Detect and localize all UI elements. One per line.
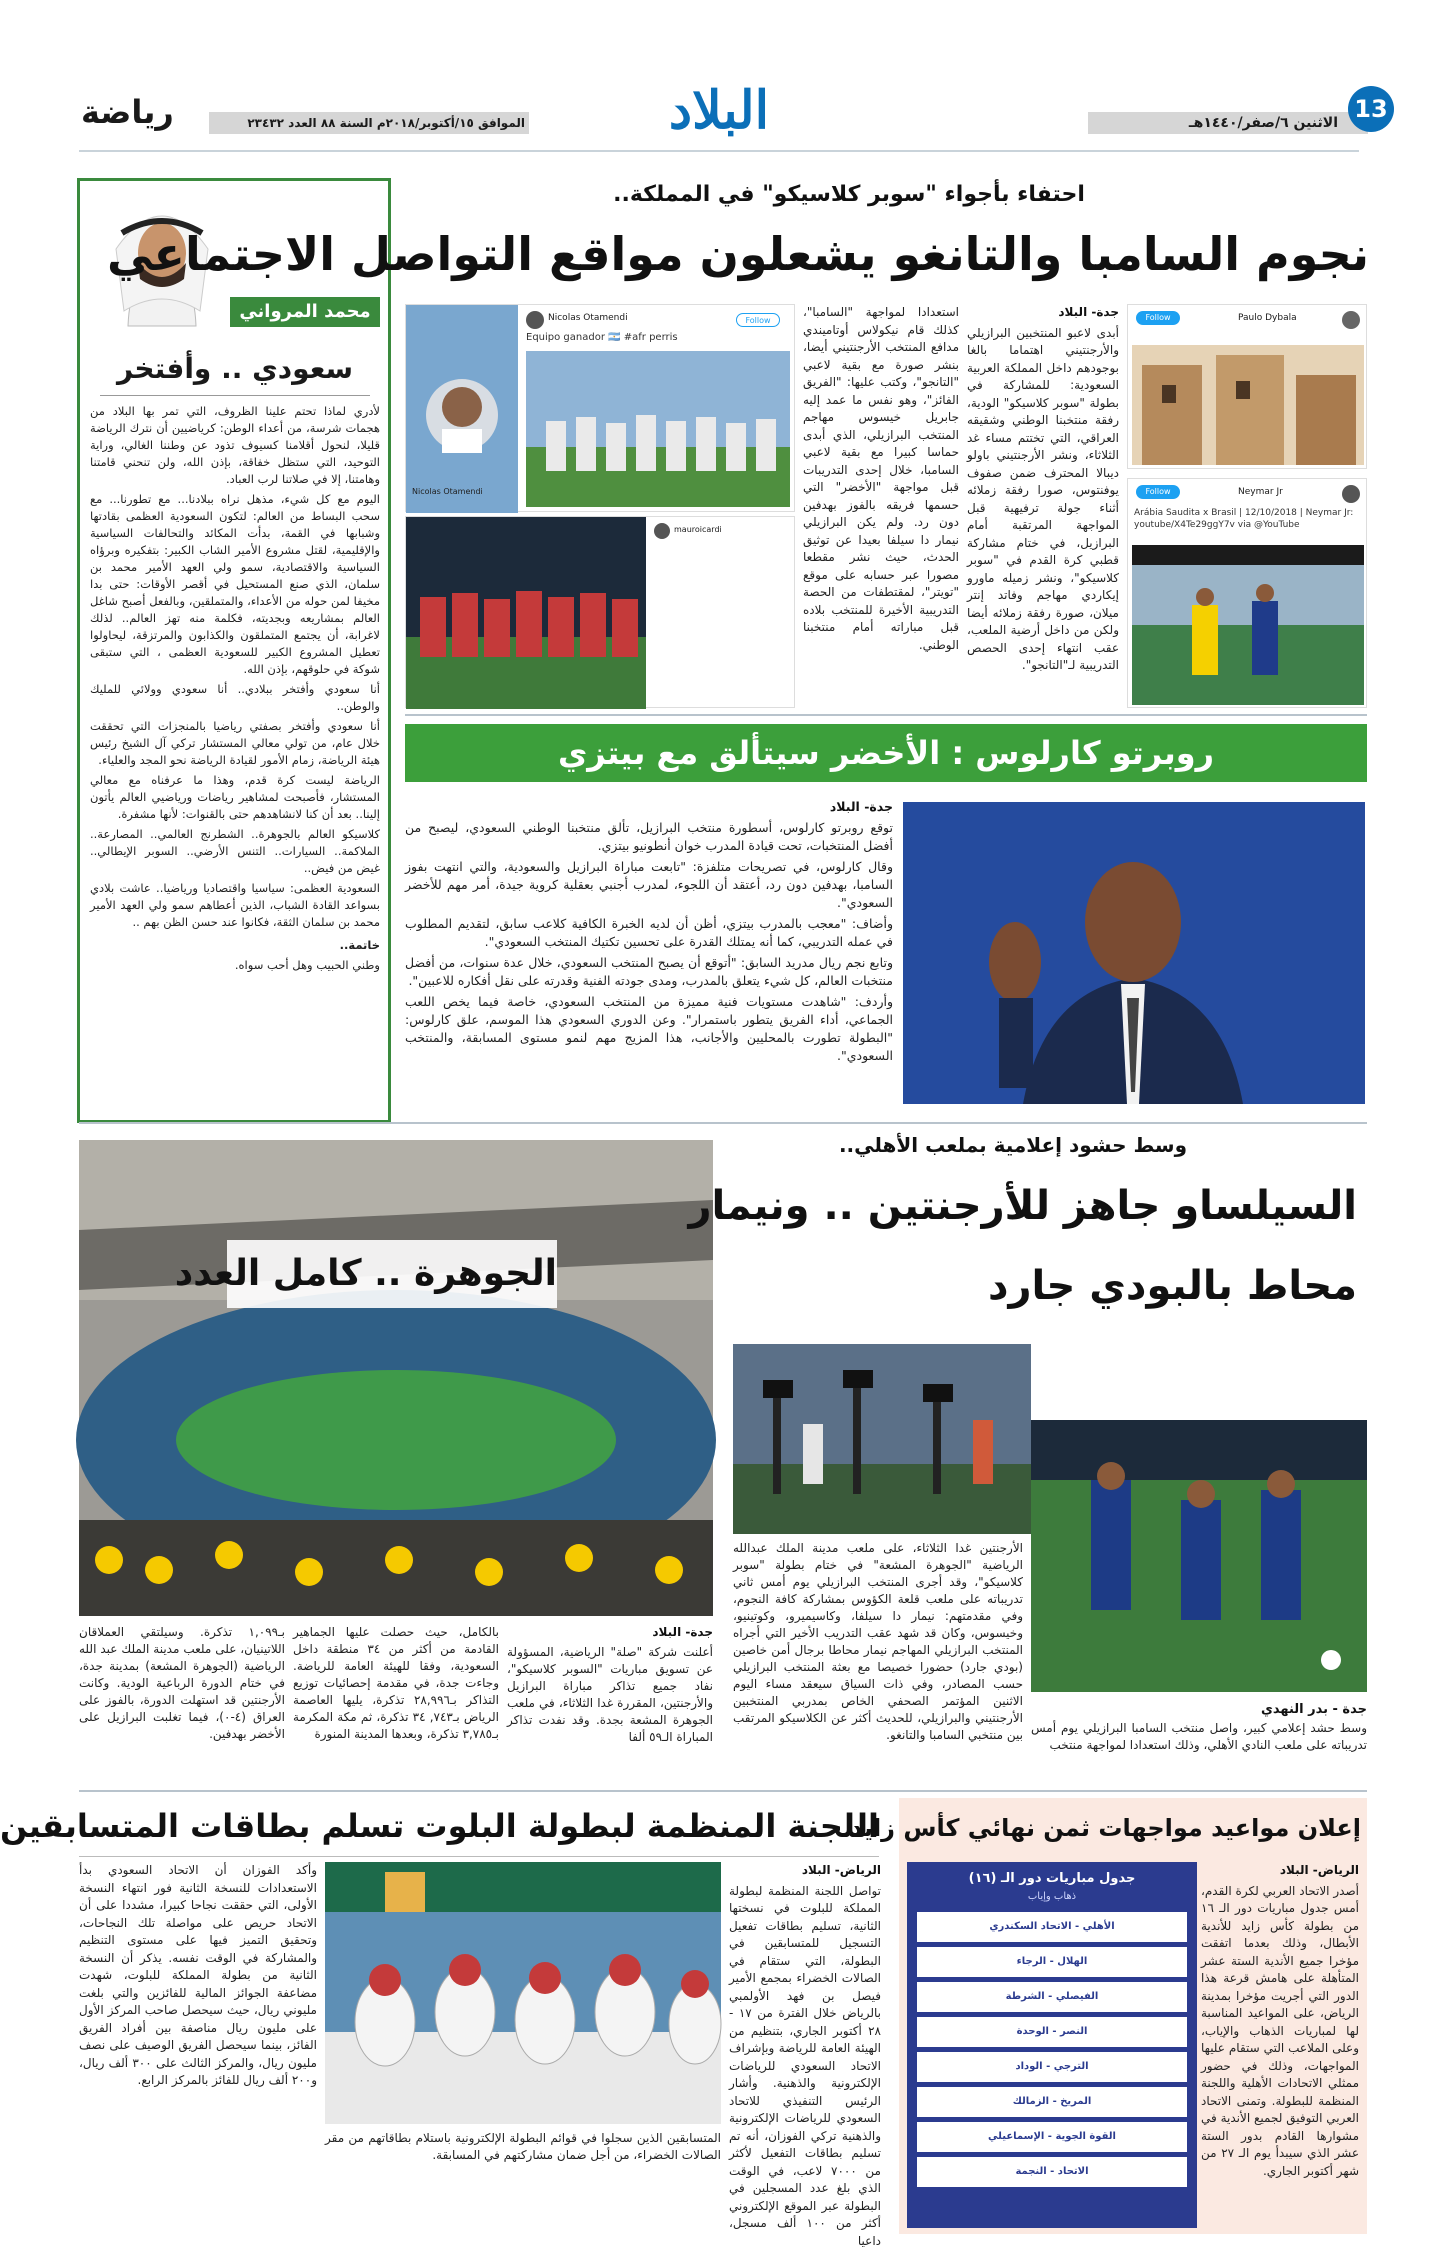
masthead-rule bbox=[79, 150, 1359, 152]
tweet-photo-team bbox=[526, 351, 790, 507]
page-number: 13 bbox=[1348, 86, 1394, 132]
follow-button[interactable]: Follow bbox=[736, 313, 780, 327]
section-label: رياضة bbox=[81, 93, 174, 131]
mid-rule bbox=[79, 1122, 1367, 1124]
story2-para-5: وأردف: "شاهدت مستويات فنية مميزة من المنتخب السعودي، خاصة فيما يخص اللعب الجماعي، أداء الفريق يتطور باستمرار". وعن الدوري السعودي هذا الموسم، علق كارلوس: "البطولة تطورت بالمحليين والأجانب، هذا المزيج مهم لنمو مستوى المسابقة، والمنتخب السعودي". bbox=[405, 994, 893, 1063]
column-closing-text: وطني الحبيب وهل أحب سواه. bbox=[234, 958, 380, 972]
story5-col-2 bbox=[79, 1862, 317, 2232]
schedule-subtitle: ذهاب وإياب bbox=[1027, 1891, 1077, 1902]
tweet-user: Paulo Dybala bbox=[1238, 313, 1297, 323]
media-crowd-photo bbox=[733, 1344, 1031, 1534]
column-para-5: الرياضة ليست كرة قدم، وهذا ما عرفناه مع معالي المستشار، فأصبحت لمشاهير رياضات ورياضيي العالم يأتون إلينا.. بعد أن كنا لانشاهدهم حتى بالقنوات: لأنها مشفرة. bbox=[90, 773, 380, 821]
story5-headline: اللجنة المنظمة لبطولة البلوت تسلم بطاقات المتسابقين bbox=[0, 1807, 879, 1845]
story5-headline-rule bbox=[79, 1856, 879, 1857]
story5-caption: المتسابقين الذين سجلوا في قوائم البطولة الإلكترونية باستلام بطاقاتهم من مقر الصالات الخضراء، من أجل ضمان مشاركتهم في المسابقة. bbox=[325, 2131, 721, 2162]
tweet-avatar bbox=[1342, 485, 1360, 503]
story1-bottom-rule bbox=[405, 714, 1367, 716]
story4-col-3 bbox=[79, 1624, 285, 1794]
tweet-user: mauroicardi bbox=[674, 525, 722, 534]
story3-headline-line1: السيلساو جاهز للأرجنتين .. ونيمار bbox=[688, 1183, 1357, 1229]
schedule-row: القوة الجوية - الإسماعيلي bbox=[917, 2122, 1187, 2152]
tweet-card-dybala bbox=[1127, 304, 1367, 469]
column-title: سعودي .. وأفتخر bbox=[116, 352, 354, 385]
story2-para-3: وأضاف: "معجب بالمدرب بيتزي، أظن أن لديه الخبرة الكافية كلاعب سابق، لتقديم المطلوب في عمله التدريبي، كما أنه يمتلك القدرة على تحسين تكتيك المنتخب السعودي". bbox=[405, 916, 893, 949]
tweet-card-icardi bbox=[405, 516, 795, 708]
story6-headline: إعلان مواعيد مواجهات ثمن نهائي كأس زايد bbox=[850, 1814, 1361, 1842]
story4-col-2 bbox=[293, 1624, 499, 1794]
story2-body bbox=[405, 798, 893, 1104]
logo-text: البلاد bbox=[668, 80, 770, 141]
story3-headline-line2: محاط بالبودي جارد bbox=[987, 1263, 1357, 1309]
tweet-avatar bbox=[526, 311, 544, 329]
story3-lead: وسط حشد إعلامي كبير، واصل منتخب السامبا البرازيلي يوم أمس تدريباته على ملعب النادي الأهلي، وذلك استعدادا لمواجهة منتخب bbox=[1031, 1721, 1367, 1752]
story1-text-left: استعدادا لمواجهة "السامبا"، كذلك قام نيكولاس أوتاميندي مدافع المنتخب الأرجنتيني أيضا، بنشر صورة مع بقية لاعبي "التانجو"، وكتب عليها: "الفريق الفائز"، وهو نفس ما عمد إليه جابريل خيسوس مهاجم المنتخب البرازيلي، الذي أبدى حماسا كبيرا مع بقية لاعبي السامبا، خلال إحدى التدريبات قبل مواجهة "الأخضر" التي حسمها فريقه بالفوز بهدفين دون رد. ولم يكن البرازيلي نيمار دا سيلفا بعيدا عن توثيق الحدث، حيث نشر مقطعا مصورا عبر حسابه على موقع "تويتر"، لمقتطفات من الحصة التدريبية الأخيرة للمنتخب بلاده قبل مباراته أمام منتخبنا الوطني. bbox=[803, 305, 959, 652]
story3-headline-box bbox=[688, 1166, 1367, 1344]
masthead bbox=[9, 0, 1430, 175]
story3-dateline: جدة - بدر النهدي bbox=[1260, 1702, 1367, 1717]
schedule-row: المريخ - الزمالك bbox=[917, 2087, 1187, 2117]
column-para-2: اليوم مع كل شيء، مذهل نراه ببلادنا... مع تطورنا... مع سحب البساط من العالم: لتكون السعودية العظمى بقادتها وشبابها في القمة، بدأت المكائد والتحالفات السياسية والإقليمية، لقتل مشروع الأمير الشاب الكبير: بتفكيره وبرؤاه السياسية والاقتصادية، سمو ولي العهد الأمير محمد بن سلمان، الذي صنع المستحيل في أقصر الأوقات: حتى بدا مخيفا لمن حوله من الأعداء، والمتملقين، وبالفعل أصبح شاغل العالم بمشاريعه وبجديته، فكلمة منه تهز العالم.. لذلك لاغرابة، أن يجتمع المتملقون والكذابون والمرتزقة، ليحاولوا تعطيل المشروع الكبير للسعودية العظمى ، التي ستبقى شوكة في حلوقهم، بإذن الله. bbox=[90, 492, 380, 676]
story2-para-1: توقع روبرتو كارلوس، أسطورة منتخب البرازيل، تألق منتخبنا الوطني السعودي، ليصبح من أفضل المنتخبات، تحت قيادة المدرب خوان أنطونيو بيتزي. bbox=[405, 820, 893, 853]
story1-headline: نجوم السامبا والتانغو يشعلون مواقع التواصل الاجتماعي bbox=[107, 227, 1369, 281]
schedule-row: الترجي - الوداد bbox=[917, 2052, 1187, 2082]
tweet-card-neymar bbox=[1127, 478, 1367, 708]
follow-button[interactable]: Follow bbox=[1136, 485, 1180, 499]
story4-dateline: جدة- البلاد bbox=[652, 1625, 713, 1639]
story2-para-2: وقال كارلوس، في تصريحات متلفزة: "تابعت مباراة البرازيل والسعودية، والتي انتهت بفوز السامبا، بهدفين دون رد، أعتقد أن اللجوء، لمدرب أجنبي بعقلية كروية جيدة، أمر مهم للأخضر السعودي". bbox=[405, 859, 893, 910]
story4-headline: الجوهرة .. كامل العدد bbox=[174, 1253, 557, 1294]
column-closing-label: خاتمة.. bbox=[339, 938, 380, 952]
brazil-training-photo bbox=[1031, 1420, 1367, 1692]
tweet-avatar bbox=[1342, 311, 1360, 329]
story1-col-left bbox=[803, 304, 959, 708]
follow-button[interactable]: Follow bbox=[1136, 311, 1180, 325]
column-para-4: أنا سعودي وأفتخر بصفتي رياضيا بالمنجزات التي تحققت خلال عام، من تولي معالي المستشار تركي آل الشيخ رئيس هيئة الرياضة، زمام الأمور لقيادة الرياضة نحو المجد والعلياء. bbox=[90, 719, 380, 767]
tweet-user: Neymar Jr bbox=[1238, 487, 1283, 497]
schedule-row: الاتحاد - النجمة bbox=[917, 2157, 1187, 2187]
story3-dateline-block bbox=[1031, 1700, 1367, 1774]
tweet-card-otamendi bbox=[405, 304, 795, 512]
story1-dateline: جدة- البلاد bbox=[1058, 305, 1119, 319]
tweet-profile-caption: Nicolas Otamendi bbox=[412, 487, 483, 496]
story2-dateline: جدة- البلاد bbox=[829, 799, 893, 814]
tweet-text: Equipo ganador 🇦🇷 #afr perris bbox=[526, 332, 678, 343]
story4-col-1 bbox=[507, 1624, 713, 1794]
story5-dateline: الرياض- البلاد bbox=[801, 1863, 881, 1877]
story1-text-right: أبدى لاعبو المنتخبين البرازيلي والأرجنتيني اهتماما بالغا بوجودهم داخل المملكة العربية السعودية: للمشاركة في بطولة "سوبر كلاسيكو" الودية، رفقة منتخبنا الوطني وشقيقه العراقي، التي تختتم مساء غد الثلاثاء، ونشر الأرجنتيني باولو ديبالا المحترف ضمن صفوف يوفنتوس، صورا رفقة زملائه أثناء جولة ترفيهية قبل المواجهة المرتقبة أمام البرازيل، في ختام مشاركة قطبي كرة القدم في "سوبر كلاسيكو"، ونشر زميله ماورو إيكاردي مهاجم وفاتد إنتر ميلان، صورة رفقة زملائه أيضا ولكن من داخل أرضية الملعب، عقب انتهاء إحدى الحصص التدريبية لـ"التانجو". bbox=[967, 325, 1119, 672]
logo bbox=[639, 78, 799, 148]
tweet-profile-photo bbox=[406, 305, 518, 513]
schedule-title: جدول مباريات دور الـ (١٦) bbox=[968, 1871, 1136, 1886]
zayed-schedule-graphic bbox=[907, 1862, 1197, 2228]
baloot-photo bbox=[325, 1862, 721, 2124]
tweet-avatar bbox=[654, 523, 670, 539]
story6-body bbox=[1201, 1862, 1359, 2228]
story5-col-1 bbox=[729, 1862, 881, 2248]
stadium-photo bbox=[79, 1140, 713, 1616]
date-hijri: الاثنين ٦/صفر/١٤٤٠هـ bbox=[1188, 115, 1338, 131]
tweet-text: Arábia Saudita x Brasil | 12/10/2018 | Neymar Jr: youtube/X4Te29ggY7v via @YouTube bbox=[1134, 508, 1354, 530]
opinion-column bbox=[77, 178, 391, 1123]
story1-col-right bbox=[967, 304, 1119, 708]
column-para-6: كلاسيكو العالم بالجوهرة.. الشطرنج العالمي.. المصارعة.. الملاكمة.. السيارات.. التنس الأرضي.. السوبر الإيطالي.. غيض من فيض.. bbox=[90, 827, 380, 875]
story4-text-3: بـ١,٠٩٩ تذكرة. وسيلتقي العملاقان اللاتينيان، على ملعب مدينة الملك عبد الله الرياضية (الجوهرة المشعة) بمدينة جدة، في ختام الدورة الرباعية الودية. وكانت الأرجنتين قد استهلت الدورة، بالفوز على العراق (٤-٠)، فيما تغلبت البرازيل على الأخضر بهدفين. bbox=[79, 1625, 285, 1741]
schedule-list bbox=[917, 1912, 1187, 2187]
story6-box bbox=[850, 1798, 1367, 2234]
story4-text-1: أعلنت شركة "صلة" الرياضية، المسؤولة عن تسويق مباريات "السوبر كلاسيكو"، نفاد جميع تذاكر مباراة البرازيل والأرجنتين، المقررة غدا الثلاثاء، في ملعب الجوهرة المشعة بجدة. وقد نفدت تذاكر المباراة الـ٥٩ ألفا bbox=[507, 1645, 713, 1744]
roberto-carlos-photo bbox=[903, 802, 1365, 1104]
story6-text: أصدر الاتحاد العربي لكرة القدم، أمس جدول مباريات دور الـ ١٦ من بطولة كأس زايد للأندية الأبطال، وذلك بعدما اتفقت مؤخرا جميع الأندية الستة عشر المتأهلة على هامش قرعة هذا الدور التي أجريت مؤخرا بمدينة الرياض، على المواعيد المناسبة لها لمباريات الذهاب والإياب، وعلى الملاعب التي ستقام عليها المواجهات، وذلك في حضور ممثلي الاتحادات الأهلية واللجنة المنظمة للبطولة. وتمنى الاتحاد العربي التوفيق لجميع الأندية في مشوارها القادم بدور الستة عشر الذي سيبدأ يوم الـ ٢٧ من شهر أكتوبر الجاري. bbox=[1201, 1883, 1359, 2178]
story2-headline: روبرتو كارلوس : الأخضر سيتألق مع بيتزي bbox=[557, 734, 1215, 772]
column-para-7: السعودية العظمى: سياسيا واقتصاديا ورياضيا.. عاشت بلادي بسواعد القادة الشباب، الذين أعطاهم سمو ولي العهد الأمير محمد بن سلمان الثقة، فكانوا عند حسن الظن بهم .. bbox=[90, 881, 380, 929]
story6-dateline: الرياض- البلاد bbox=[1279, 1863, 1359, 1877]
tweet-photo-riyadh bbox=[1132, 345, 1364, 465]
column-body bbox=[90, 403, 380, 1103]
story5-text-2: وأكد الفوزان أن الاتحاد السعودي بدأ الاستعدادات للنسخة الثانية فور انتهاء النسخة الأولى، التي حققت نجاحا كبيرا، مشددا على أن الاتحاد حريص على مواصلة تلك النجاحات، وتحقيق التميز فيها على مستوى التنظيم والمشاركة في الوقت نفسه. يذكر أن النسخة الثانية من بطولة المملكة للبلوت، شهدت مضاعفة الجوائز المالية للفائزين والتي بلغت مليوني ريال، حيث سيحصل صاحب المركز الأول على مليون ريال مناصفة بين أفراد الفريق الفائز، بينما سيحصل الفريق الوصيف على نصف مليون ريال، والمركز الثالث على ٣٠٠ ألف ريال، و٢٠٠ ألف ريال للفائز بالمركز الرابع. bbox=[79, 1863, 317, 2087]
tweet-user: Nicolas Otamendi bbox=[548, 313, 628, 323]
story4-text-2: بالكامل، حيث حصلت عليها الجماهير القادمة من أكثر من ٣٤ منطقة داخل السعودية، وفقا للهيئة العامة للرياضة. وجاءت جدة، في مقدمة إحصائيات توزيع التذاكر بـ٢٨,٩٩٦ تذكرة، يليها العاصمة الرياض بـ٧٤٣, ٣٤ تذكرة، ثم مكة المكرمة بـ٣,٧٨٥ تذكرة، وبعدها المدينة المنورة bbox=[293, 1625, 499, 1741]
story2-banner bbox=[405, 724, 1367, 782]
tweet-photo-squad bbox=[406, 517, 646, 709]
story1-kicker: احتفاء بأجواء "سوبر كلاسيكو" في المملكة.. bbox=[613, 182, 1085, 207]
story2-para-4: وتابع نجم ريال مدريد السابق: "أتوقع أن يصبح المنتخب السعودي، خلال عدة سنوات، من أفضل منتخبات العالم، كل شيء يتعلق بالمدرب، ومدى جودته الفنية وقدرته على نقل أفكاره للاعبين". bbox=[405, 955, 893, 988]
tweet-photo-training bbox=[1132, 545, 1364, 705]
author-name-badge: محمد المرواني bbox=[230, 297, 380, 327]
schedule-row: الأهلي - الاتحاد السكندري bbox=[917, 1912, 1187, 1942]
issue-line: الموافق ١٥/أكتوبر/٢٠١٨م السنة ٨٨ العدد ٢٣٤٣٢ bbox=[247, 116, 525, 130]
column-para-3: أنا سعودي وأفتخر ببلادي.. أنا سعودي وولائي للمليك والوطن.. bbox=[90, 682, 380, 713]
story5-text-1: تواصل اللجنة المنظمة لبطولة المملكة للبلوت في نسختها الثانية، تسليم بطاقات تفعيل التسجيل للمتسابقين في البطولة، التي ستقام في الصالات الخضراء بمجمع الأمير فيصل بن فهد الأولمبي بالرياض خلال الفترة من ١٧ - ٢٨ أكتوبر الجاري، بتنظيم من الهيئة العامة للرياضة وبإشراف الاتحاد السعودي للرياضات الإلكترونية والذهنية. وأشار الرئيس التنفيذي للاتحاد السعودي للرياضات الإلكترونية والذهنية تركي الفوزان، أنه تم تسليم بطاقات التفعيل لأكثر من ٧٠٠٠ لاعب، في الوقت الذي بلغ عدد المسجلين في البطولة عبر الموقع الإلكتروني أكثر من ١٠٠ ألف مسجل، داعيا bbox=[729, 1883, 881, 2248]
column-title-rule bbox=[100, 395, 370, 396]
story3-caption: الأرجنتين غدا الثلاثاء، على ملعب مدينة الملك عبدالله الرياضية "الجوهرة المشعة" في ختام بطولة "سوبر كلاسيكو"، وقد أجرى المنتخب البرازيلي يوم أمس ثاني تدريباته على ملعب قلعة الكؤوس بمشاركة كافة النجوم، وفي مقدمتهم: نيمار دا سيلفا، وكاسيميرو، وكوتينيو، وخيسوس، وكان قد شهد عقب التدريب الأخير التي أجراه المنتخب البرازيلي المهاجم نيمار محاطا برجال أمن خاصين (بودي جارد) حضورا خصيصا مع بعثة المنتخب البرازيلي حسب المصادر، وفي ذات السياق سيعقد مساء اليوم الاثنين المؤتمر الصحفي الخاص بمدربي المنتخبين الأرجنتيني والبرازيلي، للحديث أكثر عن الكلاسيكو المرتقب بين منتخبي السامبا والتانغو. bbox=[733, 1541, 1023, 1742]
schedule-row: النصر - الوحدة bbox=[917, 2017, 1187, 2047]
schedule-row: الفيصلي - الشرطة bbox=[917, 1982, 1187, 2012]
schedule-row: الهلال - الرجاء bbox=[917, 1947, 1187, 1977]
bottom-rule bbox=[79, 1790, 1367, 1792]
story3-kicker: وسط حشود إعلامية بملعب الأهلي.. bbox=[838, 1133, 1188, 1157]
story4-headline-box bbox=[174, 1240, 557, 1308]
column-para-1: لأدري لماذا تحتم علينا الظروف، التي تمر بها البلاد من هجمات شرسة، من أعداء الوطن: كرياضيين أن نترك الرياضة قليلا، لنحول أقلامنا كسيوف تذود عن وطننا الغالي، وراية التوحيد، التي ستظل خفاقة، بإذن الله، ولن تنحني قامتنا وهامتنا، إلا في صلاتنا لرب العباد. bbox=[90, 404, 380, 486]
